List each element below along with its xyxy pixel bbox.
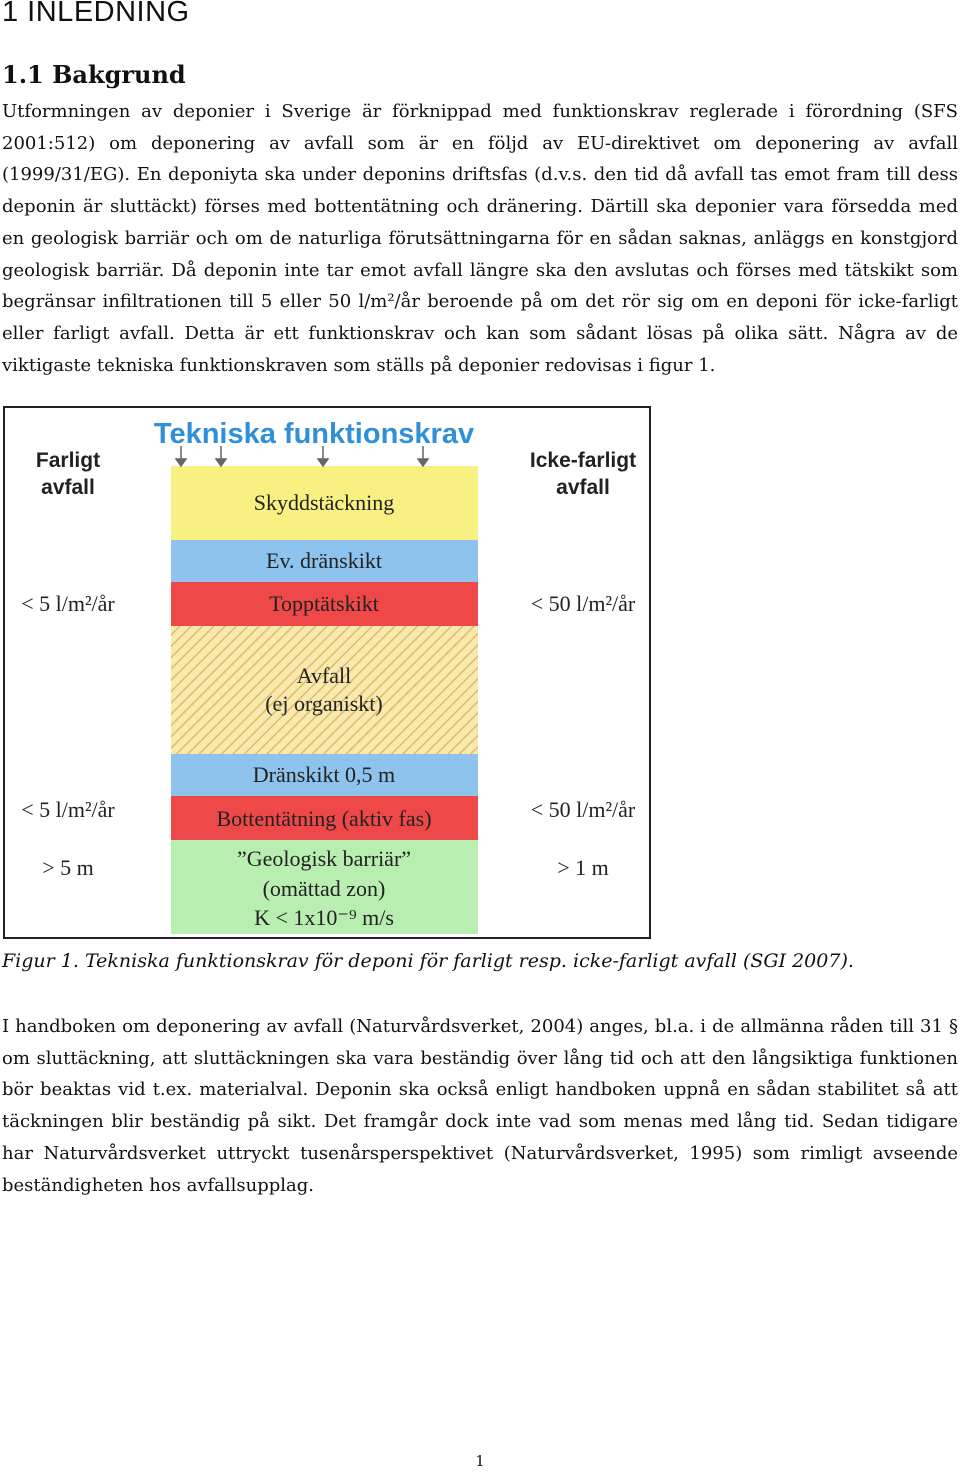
figure-1 <box>3 406 651 939</box>
intro-paragraph: Utformningen av deponier i Sverige är förknippad med funktionskrav reglerade i förordning (SFS 2001:512) om deponering av avfall som är en följd av EU-direktivet om deponering av avfall (1999/31/EG). En deponiyta ska under deponins driftsfas (d.v.s. den tid då avfall tas emot fram till dess deponin är sluttäckt) förses med bottentätning och dränering. Därtill ska deponier vara försedda med en geologisk barriär och om de naturliga förutsättningarna för en sådan saknas, anläggs en konstgjord geologisk barriär. Då deponin inte tar emot avfall längre ska den avslutas och förses med tätskikt som begränsar infiltrationen till 5 eller 50 l/m²/år beroende på om det rör sig om en deponi för icke-farligt eller farligt avfall. Detta är ett funktionskrav och kan som sådant lösas på olika sätt. Några av de viktigaste tekniska funktionskraven som ställs på deponier redovisas i figur 1. <box>2 101 958 376</box>
hazardous-bottom-requirement: < 5 l/m²/år <box>21 797 115 822</box>
nonhazardous-header-line1: Icke-farligt <box>529 449 637 472</box>
waste-label-line2: (ej organiskt) <box>265 691 383 716</box>
nonhazardous-barrier-thickness: > 1 m <box>557 855 609 880</box>
waste-label-line1: Avfall <box>296 663 352 688</box>
figure-title: Tekniska funktionskrav <box>153 418 475 450</box>
barrier-label-line2: (omättad zon) <box>262 876 386 901</box>
waste-layer <box>171 626 478 754</box>
drain-top-label: Ev. dränskikt <box>266 548 382 573</box>
section-heading: 1.1 Bakgrund <box>2 60 186 89</box>
hazardous-top-requirement: < 5 l/m²/år <box>21 591 115 616</box>
top-seal-label: Topptätskikt <box>269 591 379 616</box>
bottom-seal-label: Bottentätning (aktiv fas) <box>216 806 432 831</box>
barrier-label-line1: ”Geologisk barriär” <box>236 846 412 871</box>
cover-label: Skyddstäckning <box>253 490 395 515</box>
hazardous-header-line2: avfall <box>41 476 95 499</box>
figure-caption: Figur 1. Tekniska funktionskrav för deponi för farligt resp. icke-farligt avfall (SGI 2007). <box>2 950 854 972</box>
nonhazardous-header-line2: avfall <box>556 476 610 499</box>
hazardous-barrier-thickness: > 5 m <box>42 855 94 880</box>
handbook-paragraph: I handboken om deponering av avfall (Naturvårdsverket, 2004) anges, bl.a. i de allmänna råden till 31 § om sluttäckning, att sluttäckningen ska vara beständig över lång tid och att den långsiktiga funktionen bör beaktas vid t.ex. materialval. Deponin ska också enligt handboken uppnå en sådan stabilitet så att täckningen blir beständig på sikt. Det framgår dock inte vad som menas med lång tid. Sedan tidigare har Naturvårdsverket uttryckt tusenårsperspektivet (Naturvårdsverket, 1995) som rimligt avseende beständigheten hos avfallsupplag. <box>2 1016 958 1196</box>
chapter-heading: 1 INLEDNING <box>2 0 190 28</box>
hazardous-header-line1: Farligt <box>35 449 101 472</box>
nonhazardous-bottom-requirement: < 50 l/m²/år <box>530 797 636 822</box>
layer-diagram <box>3 406 651 939</box>
barrier-label-line3: K < 1x10⁻⁹ m/s <box>254 905 394 930</box>
page-number: 1 <box>475 1452 485 1470</box>
drain-bottom-label: Dränskikt 0,5 m <box>252 762 396 787</box>
nonhazardous-top-requirement: < 50 l/m²/år <box>530 591 636 616</box>
